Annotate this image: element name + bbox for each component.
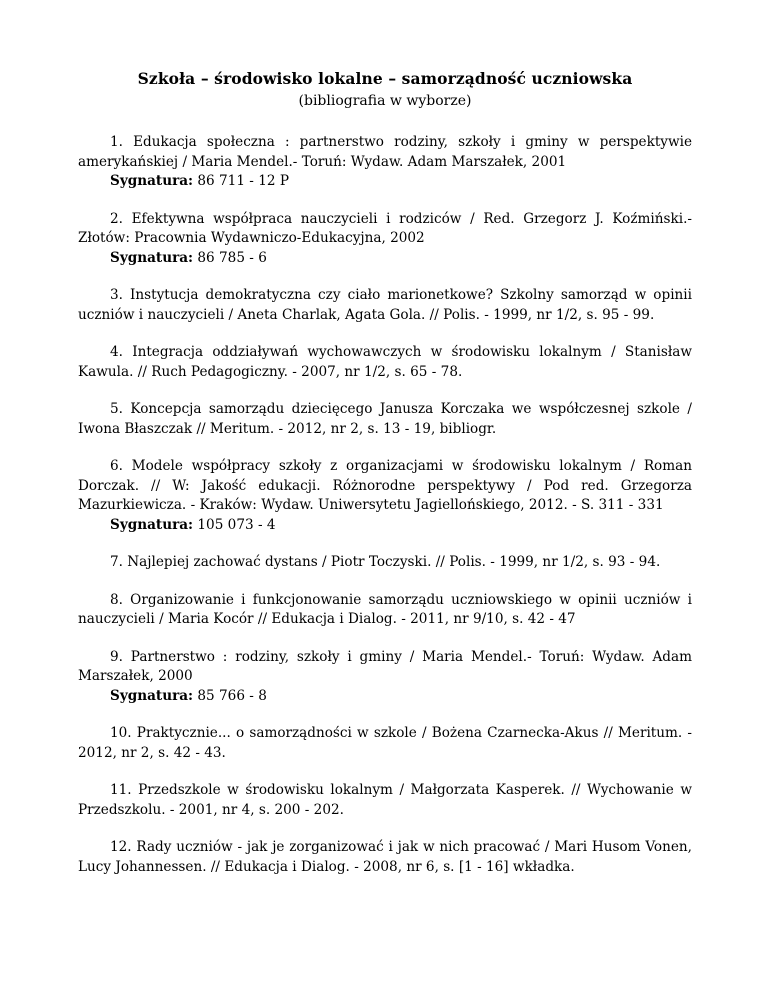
entry-text: 6. Modele współpracy szkoły z organizacjami w środowisku lokalnym / Roman Dorczak. // W: Jakość edukacji. Różnorodne perspektywy / Pod red. Grzegorza Mazurkiewicza. - Kraków: Wydaw. Uniwersytetu Jagiellońskiego, 2012. - S. 311 - 331 xyxy=(78,458,692,513)
entry-signature xyxy=(78,687,692,707)
bibliography-entry-7 xyxy=(78,553,692,573)
page-title: Szkoła – środowisko lokalne – samorządność uczniowska xyxy=(137,69,633,88)
entry-signature xyxy=(78,249,692,269)
signature-label: Sygnatura: xyxy=(110,687,194,704)
bibliography-entry-2 xyxy=(78,210,692,269)
entry-text: 1. Edukacja społeczna : partnerstwo rodziny, szkoły i gminy w perspektywie amerykańskiej / Maria Mendel.- Toruń: Wydaw. Adam Marszałek, 2001 xyxy=(78,134,692,170)
signature-value: 105 073 - 4 xyxy=(197,516,276,533)
bibliography-entry-6 xyxy=(78,457,692,535)
bibliography-entry-4 xyxy=(78,343,692,382)
bibliography-entry-1 xyxy=(78,133,692,192)
page-subtitle: (bibliografia w wyborze) xyxy=(298,93,472,109)
signature-label: Sygnatura: xyxy=(110,173,194,189)
document-page xyxy=(78,68,692,895)
entry-signature xyxy=(78,516,692,536)
bibliography-entry-10 xyxy=(78,724,692,763)
signature-value: 85 766 - 8 xyxy=(197,687,267,704)
bibliography-entry-11 xyxy=(78,781,692,820)
entry-text: 5. Koncepcja samorządu dziecięcego Janusza Korczaka we współczesnej szkole / Iwona Błaszczak // Meritum. - 2012, nr 2, s. 13 - 19, bibliogr. xyxy=(78,401,692,437)
bibliography-entry-8 xyxy=(78,591,692,630)
bibliography-entry-12 xyxy=(78,838,692,877)
bibliography-entry-5 xyxy=(78,400,692,439)
signature-value: 86 785 - 6 xyxy=(197,249,267,266)
entry-text: 9. Partnerstwo : rodziny, szkoły i gminy / Maria Mendel.- Toruń: Wydaw. Adam Marszałek, 2000 xyxy=(78,648,692,684)
signature-label: Sygnatura: xyxy=(110,249,194,266)
entry-text: 2. Efektywna współpraca nauczycieli i rodziców / Red. Grzegorz J. Koźmiński.- Złotów: Pracownia Wydawniczo-Edukacyjna, 2002 xyxy=(78,210,692,246)
entry-text: 12. Rady uczniów - jak je zorganizować i jak w nich pracować / Mari Husom Vonen, Lucy Johannessen. // Edukacja i Dialog. - 2008, nr 6, s. [1 - 16] wkładka. xyxy=(78,839,692,875)
entry-text: 7. Najlepiej zachować dystans / Piotr Toczyski. // Polis. - 1999, nr 1/2, s. 93 - 94. xyxy=(110,554,661,570)
bibliography-entry-3 xyxy=(78,286,692,325)
entry-text: 4. Integracja oddziaływań wychowawczych w środowisku lokalnym / Stanisław Kawula. // Ruch Pedagogiczny. - 2007, nr 1/2, s. 65 - 78. xyxy=(78,344,692,380)
entry-text: 10. Praktycznie... o samorządności w szkole / Bożena Czarnecka-Akus // Meritum. - 2012, nr 2, s. 42 - 43. xyxy=(78,725,692,761)
entry-text: 11. Przedszkole w środowisku lokalnym / Małgorzata Kasperek. // Wychowanie w Przedszkolu. - 2001, nr 4, s. 200 - 202. xyxy=(78,782,692,818)
bibliography-entry-9 xyxy=(78,648,692,707)
entry-text: 8. Organizowanie i funkcjonowanie samorządu uczniowskiego w opinii uczniów i nauczycieli / Maria Kocór // Edukacja i Dialog. - 2011, nr 9/10, s. 42 - 47 xyxy=(78,591,692,627)
entry-text: 3. Instytucja demokratyczna czy ciało marionetkowe? Szkolny samorząd w opinii uczniów i nauczycieli / Aneta Charlak, Agata Gola. // Polis. - 1999, nr 1/2, s. 95 - 99. xyxy=(78,287,692,323)
signature-value: 86 711 - 12 P xyxy=(197,173,289,189)
signature-label: Sygnatura: xyxy=(110,516,194,533)
entry-signature xyxy=(78,172,692,192)
